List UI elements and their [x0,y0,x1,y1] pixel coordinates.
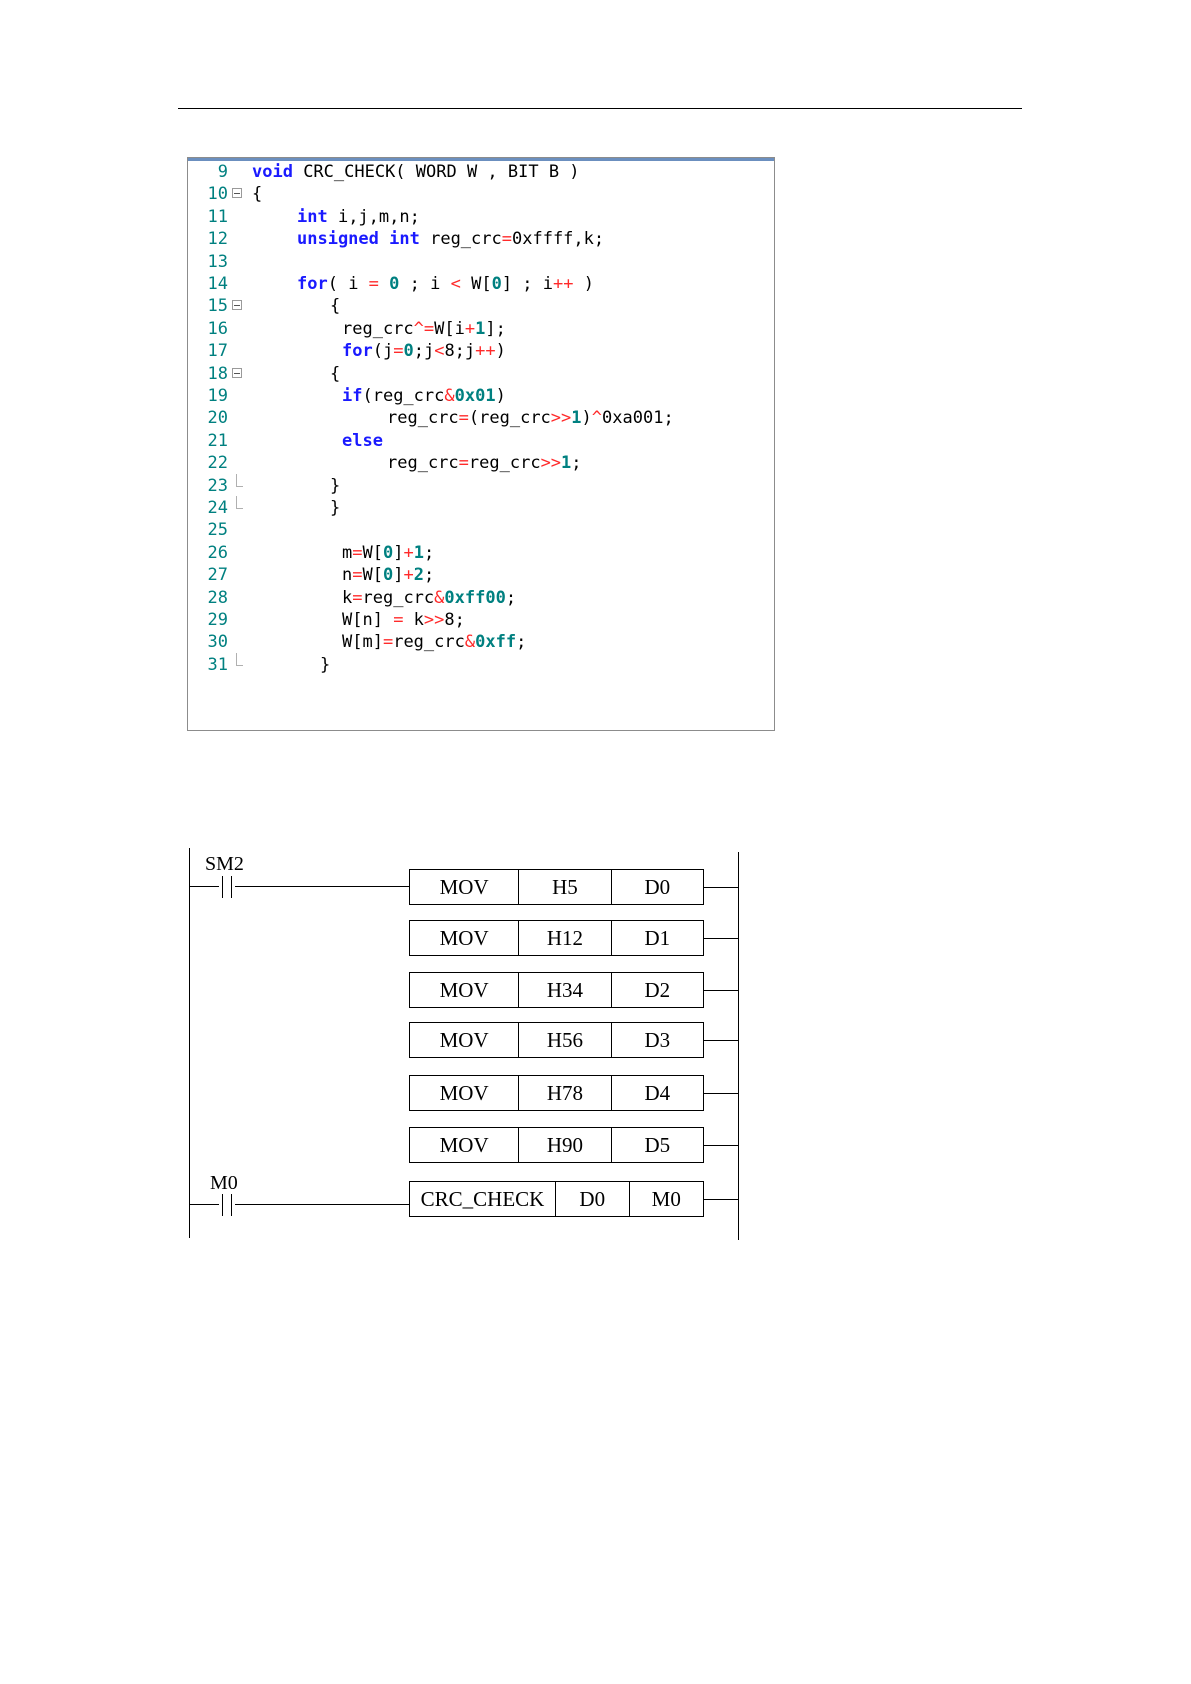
code-text: } [330,475,341,496]
instruction-box-mov[interactable] [409,869,704,905]
instruction-operand-1: H34 [518,973,610,1007]
line-number: 10 [207,184,228,205]
code-text: { [330,363,341,384]
instruction-box-crc-check[interactable] [409,1181,704,1217]
line-number: 13 [207,251,228,272]
line-number: 9 [217,162,228,182]
code-text: m=W[0]+1; [342,542,435,563]
normally-open-contact-m0[interactable] [219,1194,235,1216]
instruction-box-mov[interactable] [409,1075,704,1111]
instruction-operand-1: H12 [518,921,610,955]
instruction-opcode: MOV [439,925,489,950]
line-number: 24 [207,498,228,518]
line-number: 14 [207,274,228,294]
code-text: reg_crc=(reg_crc>>1)^0xa001; [387,408,674,429]
code-text: int i,j,m,n; [297,206,420,227]
code-text: W[n] = k>>8; [342,610,465,630]
code-text: for( i = 0 ; i < W[0] ; i++ ) [297,274,594,294]
line-number: 26 [207,542,228,563]
wire [235,1204,409,1205]
code-text: unsigned int reg_crc=0xffff,k; [297,229,605,250]
left-power-rail [189,848,190,1238]
instruction-box-mov[interactable] [409,1127,704,1163]
instruction-opcode: MOV [439,1080,489,1105]
wire [189,886,219,887]
line-number: 18 [207,363,228,384]
instruction-opcode: MOV [439,1132,489,1157]
instruction-opcode: MOV [439,977,489,1002]
instruction-opcode: MOV [439,1027,489,1052]
instruction-box-mov[interactable] [409,920,704,956]
line-number: 20 [207,408,228,429]
wire [704,887,738,888]
line-number: 23 [207,475,228,496]
instruction-operand-2: D3 [611,1023,703,1057]
line-number: 16 [207,318,228,339]
wire [189,1204,219,1205]
wire [704,1199,738,1200]
wire [704,1145,738,1146]
line-number: 15 [207,296,228,317]
line-number: 27 [207,565,228,586]
code-text: W[m]=reg_crc&0xff; [342,632,527,653]
line-number: 29 [207,610,228,630]
contact-label-sm2: SM2 [205,853,244,875]
instruction-opcode: CRC_CHECK [420,1186,545,1211]
code-text: for(j=0;j<8;j++) [342,341,506,362]
instruction-operand-2: D2 [611,973,703,1007]
instruction-box-mov[interactable] [409,1022,704,1058]
wire [704,938,738,939]
line-number: 28 [207,587,228,608]
normally-open-contact-sm2[interactable] [219,876,235,898]
line-number: 30 [207,632,228,653]
code-text: void CRC_CHECK( WORD W , BIT B ) [252,162,580,182]
code-text: k=reg_crc&0xff00; [342,587,517,608]
code-text: else [342,430,383,451]
wire [704,1093,738,1094]
line-number: 22 [207,453,228,474]
code-text: reg_crc=reg_crc>>1; [387,453,582,474]
instruction-operand-2: D4 [611,1076,703,1110]
wire [704,990,738,991]
instruction-operand-2: M0 [629,1182,704,1216]
code-text: if(reg_crc&0x01) [342,386,506,406]
instruction-box-mov[interactable] [409,972,704,1008]
instruction-operand-1: H56 [518,1023,610,1057]
line-number: 31 [207,654,228,675]
right-power-rail [738,852,739,1240]
instruction-opcode: MOV [439,874,489,899]
code-text: reg_crc^=W[i+1]; [342,318,506,339]
contact-label-m0: M0 [210,1172,238,1194]
line-number: 12 [207,229,228,250]
line-number: 21 [207,430,228,451]
wire [235,886,409,887]
instruction-operand-1: H90 [518,1128,610,1162]
instruction-operand-2: D0 [611,870,703,904]
code-text: } [330,498,341,518]
instruction-operand-2: D1 [611,921,703,955]
wire [704,1040,738,1041]
code-text: n=W[0]+2; [342,565,435,586]
instruction-operand-2: D5 [611,1128,703,1162]
line-number: 11 [207,206,228,227]
code-text: { [330,296,341,317]
instruction-operand-1: D0 [555,1182,629,1216]
line-number: 19 [207,386,228,406]
instruction-operand-1: H5 [518,870,610,904]
code-text: { [252,184,263,205]
line-number: 25 [207,520,228,541]
line-number: 17 [207,341,228,362]
code-text: } [320,654,331,675]
instruction-operand-1: H78 [518,1076,610,1110]
